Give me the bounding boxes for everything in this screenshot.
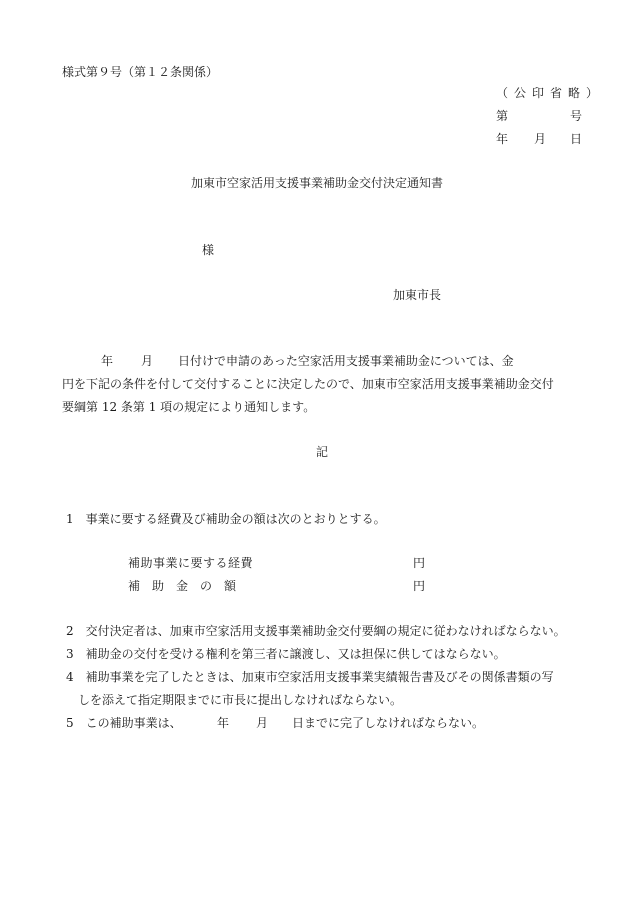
date-day-label: 日 (570, 132, 583, 146)
condition-item-4-line-2: しを添えて指定期限までに市長に提出しなければならない。 (78, 693, 403, 707)
body-month-label: 月 (141, 354, 154, 368)
condition-item-3: 3 補助金の交付を受ける権利を第三者に譲渡し、又は担保に供してはならない。 (66, 647, 506, 661)
document-title: 加東市空家活用支援事業補助金交付決定通知書 (191, 176, 444, 190)
condition-item-5-year: 年 (217, 716, 230, 730)
form-label: 様式第９号（第１２条関係） (62, 65, 219, 79)
date-month-label: 月 (534, 132, 547, 146)
issuer-name: 加東市長 (393, 288, 442, 302)
subsidy-unit: 円 (413, 579, 426, 593)
body-line-3: 要綱第 12 条第 1 項の規定により通知します。 (62, 400, 316, 414)
condition-item-1: 1 事業に要する経費及び補助金の額は次のとおりとする。 (66, 512, 386, 526)
document-number-suffix: 号 (570, 109, 583, 123)
condition-item-5-month: 月 (256, 716, 269, 730)
body-line-2: 円を下記の条件を付して交付することに決定したので、加東市空家活用支援事業補助金交付 (62, 377, 554, 391)
body-year-label: 年 (101, 354, 114, 368)
condition-item-2: 2 交付決定者は、加東市空家活用支援事業補助金交付要綱の規定に従わなければならない。 (66, 624, 566, 638)
condition-item-4-line-1: 4 補助事業を完了したときは、加東市空家活用支援事業実績報告書及びその関係書類の写 (66, 670, 554, 684)
date-year-label: 年 (496, 132, 509, 146)
recipient-honorific: 様 (202, 243, 215, 257)
cost-unit: 円 (413, 556, 426, 570)
subsidy-amount-label: 補 助 金 の 額 (128, 579, 237, 593)
document-number-prefix: 第 (496, 109, 509, 123)
condition-item-5-rest: 日までに完了しなければならない。 (292, 716, 485, 730)
seal-omitted-note: （公印省略） (496, 86, 605, 100)
body-line-1: 日付けで申請のあった空家活用支援事業補助金については、金 (178, 354, 514, 368)
ki-heading: 記 (316, 445, 329, 459)
condition-item-5-prefix: 5 この補助事業は、 (66, 716, 182, 730)
cost-label: 補助事業に要する経費 (128, 556, 254, 570)
